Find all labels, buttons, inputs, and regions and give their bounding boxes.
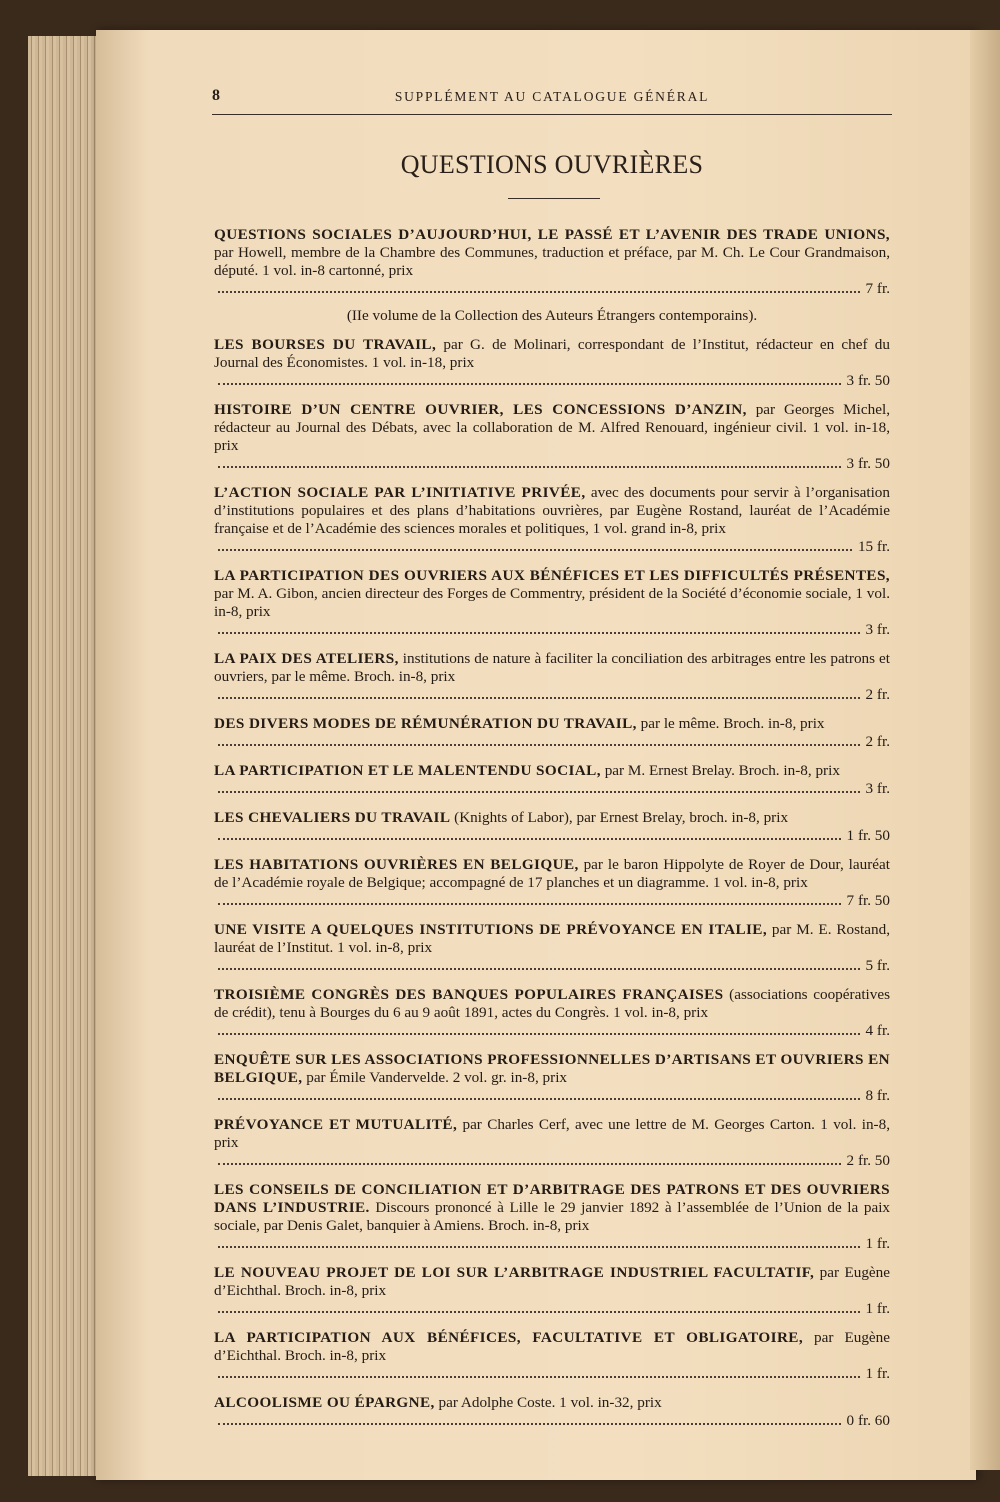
entry-description: par le même. Broch. in-8, prix — [636, 715, 825, 732]
entry-body — [214, 484, 890, 556]
entry-description: par Georges Michel, rédacteur au Journal des Débats, avec la collaboration de M. Alfred Renouard, ingénieur civil. 1 vol. in-18, prix — [214, 401, 890, 454]
entry-description: avec des documents pour servir à l’organisation d’institutions populaires et des plans d’habitations ouvrières, par Eugène Rostand, lauréat de l’Académie française et de l’Académie des sciences morales et politiques, 1 vol. grand in-8, prix — [214, 484, 890, 537]
entry-description: par M. E. Rostand, lauréat de l’Institut. 1 vol. in-8, prix — [214, 921, 890, 956]
entry-title: LE NOUVEAU PROJET DE LOI SUR L’ARBITRAGE INDUSTRIEL FACULTATIF, — [214, 1264, 815, 1281]
leader-dots — [218, 743, 860, 746]
leader-dots — [218, 1422, 841, 1425]
leader-dots — [218, 290, 860, 293]
entry-title: DES DIVERS MODES DE RÉMUNÉRATION DU TRAVAIL, — [214, 715, 637, 732]
entry-text — [214, 567, 890, 620]
entry-title: LA PARTICIPATION AUX BÉNÉFICES, FACULTATIVE ET OBLIGATOIRE, — [214, 1329, 804, 1346]
entry-price: 2 fr. — [865, 686, 890, 703]
catalogue-entry — [214, 1394, 890, 1430]
price-line — [214, 1022, 890, 1040]
entry-description: par Eugène d’Eichthal. Broch. in-8, prix — [214, 1264, 891, 1299]
leader-dots — [218, 837, 841, 840]
price-line — [214, 1300, 890, 1318]
entry-body — [214, 986, 890, 1040]
entry-title: ENQUÊTE SUR LES ASSOCIATIONS PROFESSIONNELLES D’ARTISANS ET OUVRIERS EN BELGIQUE, — [214, 1051, 890, 1086]
entry-description: par Howell, membre de la Chambre des Communes, traduction et préface, par M. Ch. Le Cour Grandmaison, député. 1 vol. in-8 cartonné, prix — [214, 244, 890, 279]
catalogue-entries — [214, 226, 890, 1441]
entry-price: 8 fr. — [865, 1087, 890, 1104]
entry-description: par Charles Cerf, avec une lettre de M. Georges Carton. 1 vol. in-8, prix — [214, 1116, 890, 1151]
catalogue-entry — [214, 715, 890, 751]
entry-body — [214, 650, 890, 704]
entry-price: 7 fr. 50 — [846, 892, 890, 909]
entry-price: 5 fr. — [865, 957, 890, 974]
catalogue-entry — [214, 484, 890, 556]
entry-price: 3 fr. — [865, 780, 890, 797]
entry-text — [214, 226, 890, 279]
entry-body — [214, 1394, 890, 1430]
entry-text — [214, 762, 840, 779]
entry-price: 3 fr. 50 — [846, 372, 890, 389]
catalogue-entry — [214, 986, 890, 1040]
entry-title: LES CHEVALIERS DU TRAVAIL — [214, 809, 451, 826]
page-number: 8 — [212, 87, 220, 104]
price-line — [214, 1412, 890, 1430]
catalogue-entry — [214, 1116, 890, 1170]
price-line — [214, 733, 890, 751]
catalogue-entry — [214, 762, 890, 798]
price-line — [214, 1152, 890, 1170]
entry-title: QUESTIONS SOCIALES D’AUJOURD’HUI, LE PASSÉ ET L’AVENIR DES TRADE UNIONS, — [214, 226, 890, 243]
entry-title: UNE VISITE A QUELQUES INSTITUTIONS DE PRÉVOYANCE EN ITALIE, — [214, 921, 768, 938]
entry-title: PRÉVOYANCE ET MUTUALITÉ, — [214, 1116, 458, 1133]
entry-body — [214, 1181, 890, 1253]
leader-dots — [218, 1375, 860, 1378]
entry-text — [214, 1394, 662, 1411]
entry-text — [214, 484, 890, 537]
price-line — [214, 1087, 890, 1105]
entry-price: 3 fr. — [865, 621, 890, 638]
entry-body — [214, 226, 890, 298]
entry-text — [214, 856, 890, 891]
catalogue-entry — [214, 1051, 890, 1105]
entry-description: institutions de nature à faciliter la conciliation des arbitrages entre les patrons et ouvriers, par le même. Broch. in-8, prix — [214, 650, 891, 685]
entry-description: par Eugène d’Eichthal. Broch. in-8, prix — [214, 1329, 891, 1364]
entry-description: par M. Ernest Brelay. Broch. in-8, prix — [600, 762, 840, 779]
entry-description: par Adolphe Coste. 1 vol. in-32, prix — [434, 1394, 662, 1411]
entry-title: L’ACTION SOCIALE PAR L’INITIATIVE PRIVÉE, — [214, 484, 586, 501]
catalogue-entry — [214, 921, 890, 975]
entry-text — [214, 986, 890, 1021]
leader-dots — [218, 1032, 860, 1035]
catalogue-entry — [214, 567, 890, 639]
section-title: QUESTIONS OUVRIÈRES — [400, 150, 704, 179]
entry-price: 0 fr. 60 — [846, 1412, 890, 1429]
price-line — [214, 827, 890, 845]
price-line — [214, 372, 890, 390]
entry-title: HISTOIRE D’UN CENTRE OUVRIER, LES CONCESSIONS D’ANZIN, — [214, 401, 747, 418]
price-line — [214, 455, 890, 473]
entry-description: par Émile Vandervelde. 2 vol. gr. in-8, prix — [302, 1069, 568, 1086]
entry-body — [214, 567, 890, 639]
entry-body — [214, 809, 890, 845]
catalogue-entry — [214, 336, 890, 390]
book-gutter — [970, 30, 1000, 1470]
entry-price: 3 fr. 50 — [846, 455, 890, 472]
price-line — [214, 1365, 890, 1383]
entry-title: LA PARTICIPATION DES OUVRIERS AUX BÉNÉFICES ET LES DIFFICULTÉS PRÉSENTES, — [214, 567, 890, 584]
leader-dots — [218, 631, 860, 634]
entry-title: TROISIÈME CONGRÈS DES BANQUES POPULAIRES FRANÇAISES — [214, 986, 724, 1003]
entry-price: 1 fr. — [865, 1365, 890, 1382]
price-line — [214, 686, 890, 704]
entry-body — [214, 762, 890, 798]
leader-dots — [218, 548, 852, 551]
entry-price: 2 fr. 50 — [846, 1152, 890, 1169]
entry-description: (Knights of Labor), par Ernest Brelay, broch. in-8, prix — [450, 809, 789, 826]
catalogue-entry — [214, 401, 890, 473]
entry-text — [214, 401, 890, 454]
leader-dots — [218, 1097, 860, 1100]
entry-description: par le baron Hippolyte de Royer de Dour, lauréat de l’Académie royale de Belgique; accompagné de 17 planches et un diagramme. 1 vol. in-8, prix — [214, 856, 890, 891]
running-head — [212, 87, 892, 109]
entry-price: 1 fr. — [865, 1300, 890, 1317]
price-line — [214, 1235, 890, 1253]
price-line — [214, 957, 890, 975]
entry-text — [214, 1264, 890, 1299]
entry-body — [214, 1051, 890, 1105]
entry-text — [214, 715, 825, 732]
entry-body — [214, 401, 890, 473]
leader-dots — [218, 465, 841, 468]
header-rule — [212, 114, 892, 115]
catalogue-entry — [214, 1264, 890, 1318]
entry-price: 7 fr. — [865, 280, 890, 297]
entry-title: LA PAIX DES ATELIERS, — [214, 650, 399, 667]
entry-text — [214, 336, 890, 371]
entry-price: 1 fr. 50 — [846, 827, 890, 844]
entry-description: Discours prononcé à Lille le 29 janvier 1892 à l’assemblée de l’Union de la paix sociale, par Denis Galet, banquier à Amiens. Broch. in-8, prix — [214, 1199, 891, 1234]
entry-title: LES CONSEILS DE CONCILIATION ET D’ARBITRAGE DES PATRONS ET DES OUVRIERS DANS L’INDUSTRIE. — [214, 1181, 890, 1216]
entry-title: LES BOURSES DU TRAVAIL, — [214, 336, 437, 353]
entry-title: LES HABITATIONS OUVRIÈRES EN BELGIQUE, — [214, 856, 579, 873]
catalogue-entry — [214, 856, 890, 910]
entry-text — [214, 1116, 890, 1151]
leader-dots — [218, 696, 860, 699]
entry-description: (associations coopératives de crédit), tenu à Bourges du 6 au 9 août 1891, actes du Congrès. 1 vol. in-8, prix — [214, 986, 890, 1021]
price-line — [214, 280, 890, 298]
entry-description: par G. de Molinari, correspondant de l’Institut, rédacteur en chef du Journal des Économistes. 1 vol. in-18, prix — [214, 336, 890, 371]
entry-body — [214, 1329, 890, 1383]
book-page-edges — [28, 36, 98, 1476]
entry-description: par M. A. Gibon, ancien directeur des Forges de Commentry, président de la Société d’économie sociale, 1 vol. in-8, prix — [214, 585, 890, 620]
entry-title: ALCOOLISME OU ÉPARGNE, — [214, 1394, 435, 1411]
catalogue-entry — [214, 650, 890, 704]
price-line — [214, 780, 890, 798]
entry-text — [214, 921, 890, 956]
leader-dots — [218, 1162, 841, 1165]
leader-dots — [218, 1310, 860, 1313]
running-title: SUPPLÉMENT AU CATALOGUE GÉNÉRAL — [394, 89, 710, 104]
catalogue-entry — [214, 1181, 890, 1253]
entry-text — [214, 1181, 890, 1234]
catalogue-entry — [214, 809, 890, 845]
entry-price: 15 fr. — [857, 538, 890, 555]
catalogue-entry — [214, 1329, 890, 1383]
entry-body — [214, 336, 890, 390]
entry-body — [214, 921, 890, 975]
entry-title: LA PARTICIPATION ET LE MALENTENDU SOCIAL, — [214, 762, 601, 779]
entry-body — [214, 715, 890, 751]
entry-note: (IIe volume de la Collection des Auteurs Étrangers contemporains). — [346, 307, 758, 324]
entry-text — [214, 809, 788, 826]
entry-price: 2 fr. — [865, 733, 890, 750]
entry-text — [214, 650, 890, 685]
price-line — [214, 892, 890, 910]
entry-text — [214, 1051, 890, 1086]
entry-text — [214, 1329, 890, 1364]
entry-body — [214, 856, 890, 910]
leader-dots — [218, 967, 860, 970]
leader-dots — [218, 902, 841, 905]
entry-body — [214, 1264, 890, 1318]
price-line — [214, 621, 890, 639]
entry-body — [214, 1116, 890, 1170]
leader-dots — [218, 1245, 860, 1248]
title-rule — [508, 198, 600, 199]
leader-dots — [218, 790, 860, 793]
price-line — [214, 538, 890, 556]
leader-dots — [218, 382, 841, 385]
entry-price: 4 fr. — [865, 1022, 890, 1039]
entry-price: 1 fr. — [865, 1235, 890, 1252]
catalogue-entry — [214, 226, 890, 298]
